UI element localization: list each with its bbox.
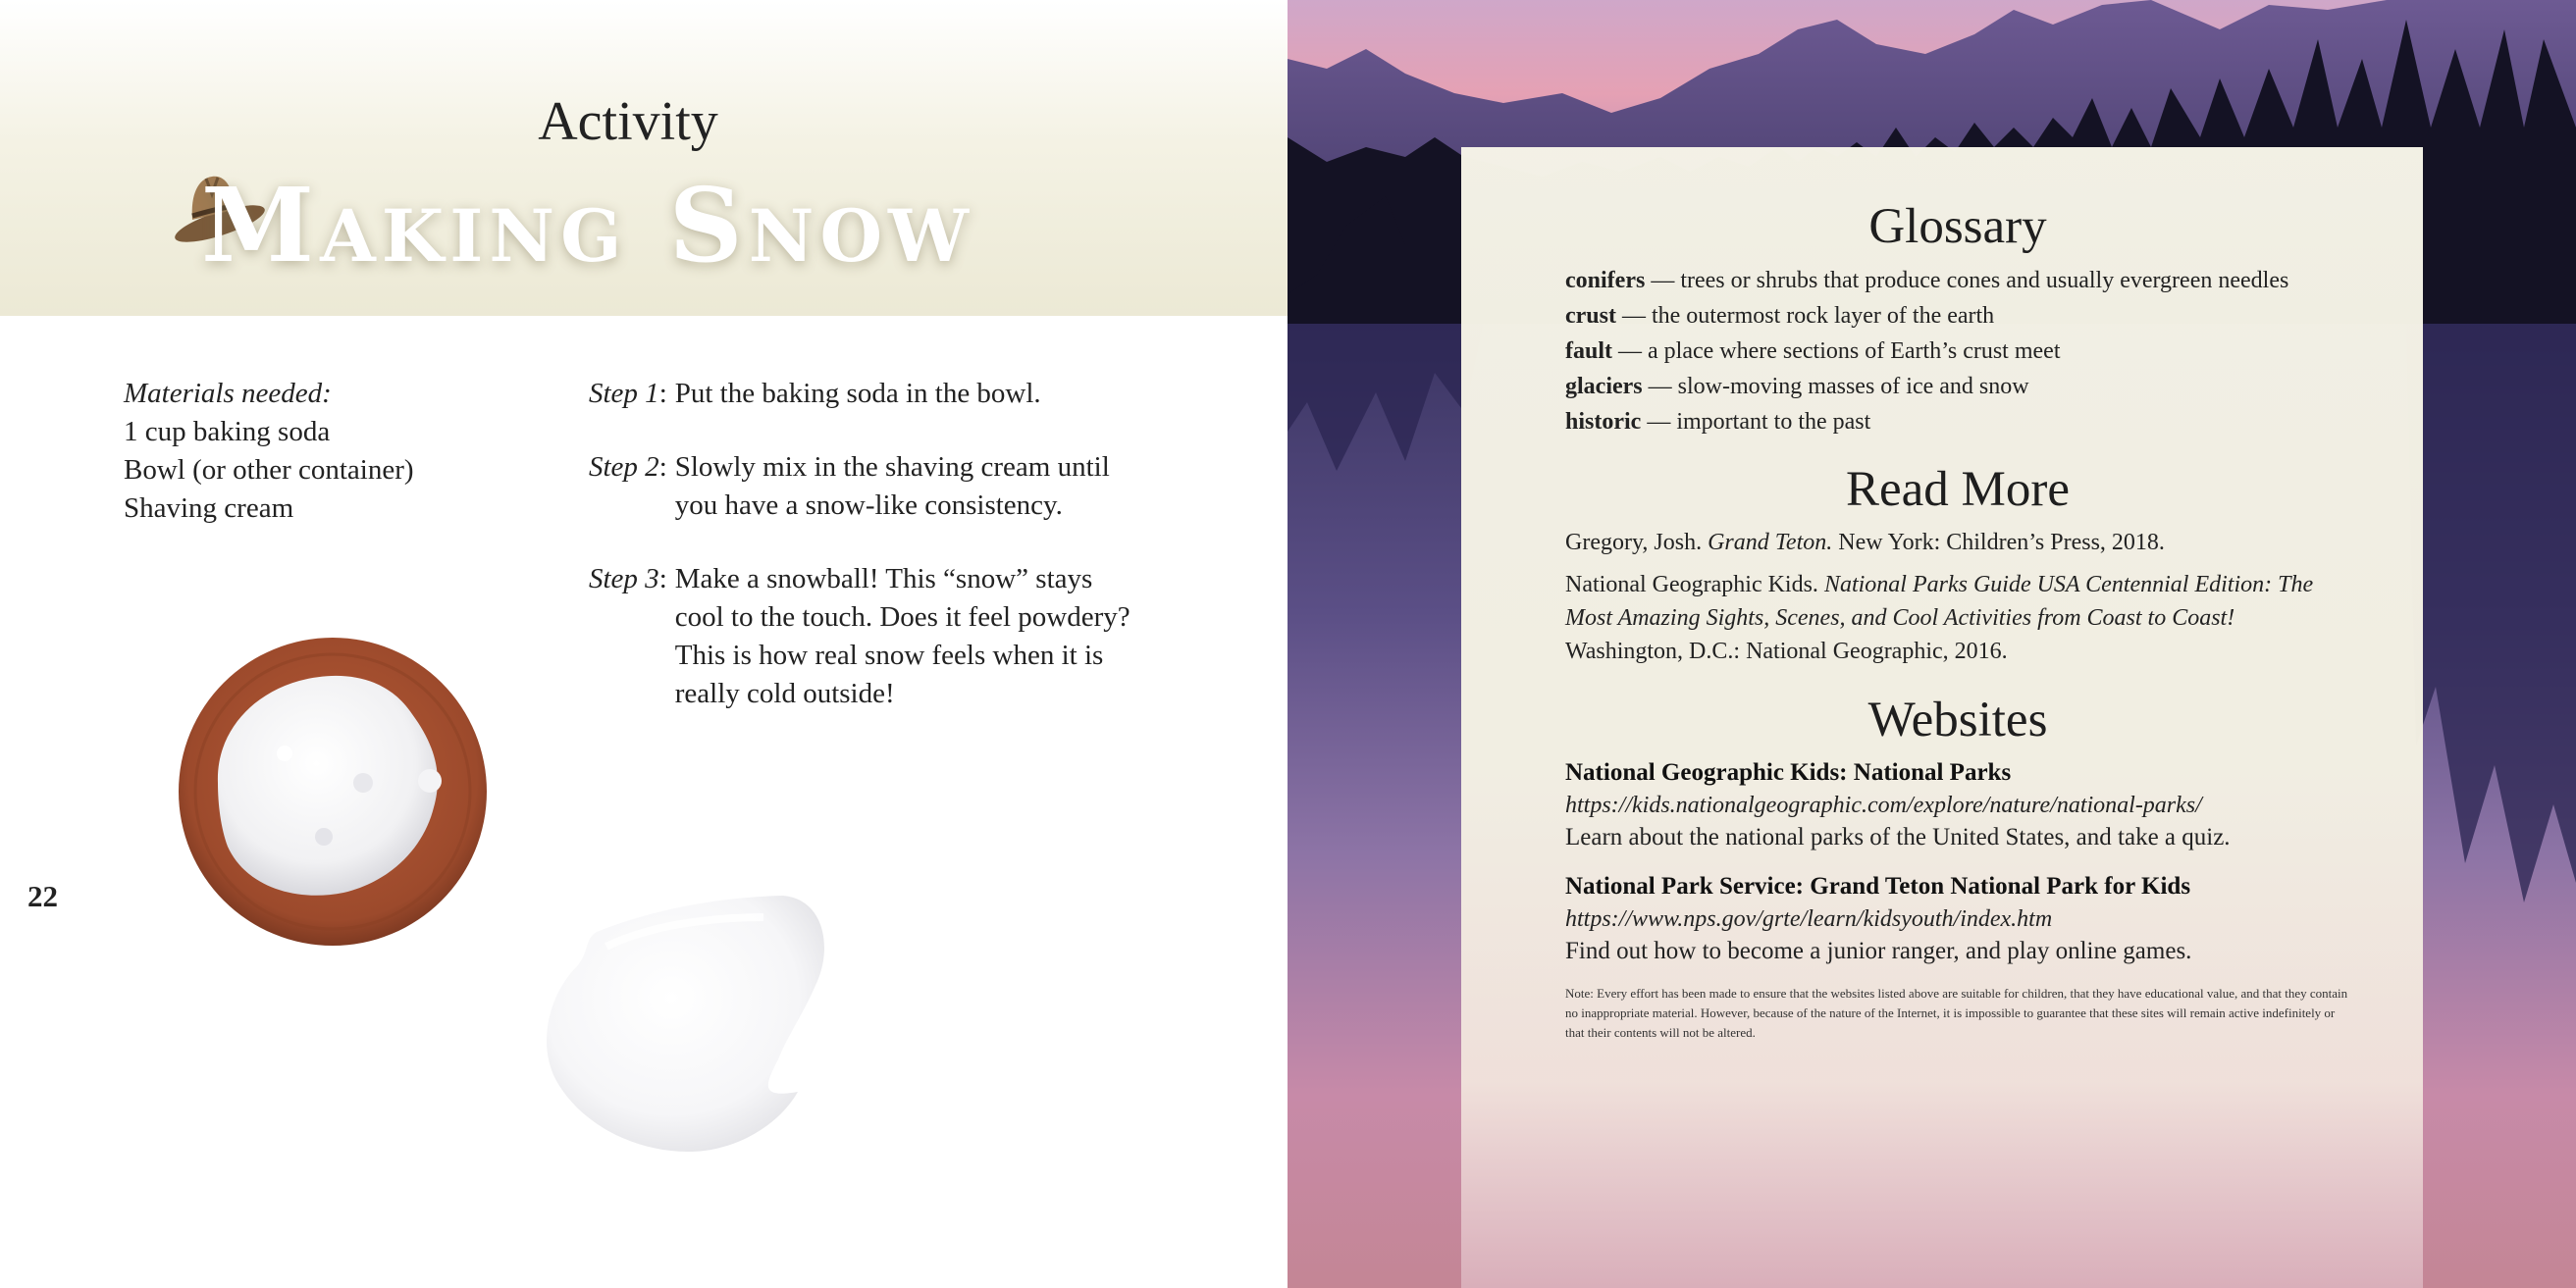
- glossary-definition: — the outermost rock layer of the earth: [1615, 303, 1995, 329]
- activity-title: Making Snow: [201, 165, 975, 285]
- book-title: Grand Teton.: [1708, 530, 1833, 555]
- glossary-list: [1565, 263, 2350, 439]
- book-publisher: Washington, D.C.: National Geographic, 2016.: [1565, 639, 2008, 664]
- baking-soda-bowl: [177, 636, 489, 948]
- book-citation: [1565, 526, 2350, 559]
- glossary-entry: [1565, 263, 2350, 298]
- step-text: Put the baking soda in the bowl.: [674, 378, 1041, 409]
- step-3: Step 3 : Make a snowball! This “snow” stays cool to the touch. Does it feel powdery? This is how real snow feels when it is really cold outside!: [589, 560, 1138, 713]
- website-description: Find out how to become a junior ranger, and play online games.: [1565, 938, 2192, 964]
- book-author: Gregory, Josh.: [1565, 530, 1709, 555]
- shaving-cream-dollop: [538, 888, 842, 1158]
- material-item: 1 cup baking soda: [124, 416, 331, 447]
- website-url[interactable]: https://www.nps.gov/grte/learn/kidsyouth/index.htm: [1565, 906, 2053, 932]
- activity-header: [0, 0, 1288, 316]
- websites-heading: Websites: [1867, 693, 2048, 747]
- steps-list: [589, 375, 1138, 748]
- glossary-entry: [1565, 369, 2350, 404]
- book-title: National Parks Guide USA Centennial Edition: The Most Amazing Sights, Scenes, and Cool Activities from Coast to Coast!: [1565, 572, 2314, 631]
- website-description: Learn about the national parks of the United States, and take a quiz.: [1565, 824, 2231, 850]
- glossary-term: conifers: [1565, 268, 1646, 293]
- glossary-definition: — slow-moving masses of ice and snow: [1642, 374, 2029, 399]
- read-more-heading: Read More: [1845, 462, 2070, 517]
- glossary-entry: [1565, 298, 2350, 334]
- material-item: Shaving cream: [124, 492, 294, 524]
- material-item: Bowl (or other container): [124, 454, 414, 486]
- glossary-definition: — trees or shrubs that produce cones and usually evergreen needles: [1645, 268, 2289, 293]
- website-url[interactable]: https://kids.nationalgeographic.com/explore/nature/national-parks/: [1565, 793, 2202, 818]
- activity-label: Activity: [538, 91, 718, 152]
- page-number: 22: [27, 879, 58, 913]
- glossary-term: fault: [1565, 338, 1612, 364]
- glossary-entry: [1565, 334, 2350, 369]
- step-2: Step 2 : Slowly mix in the shaving cream until you have a snow-like consistency.: [589, 448, 1138, 525]
- step-label: Step 1: [589, 378, 659, 409]
- book-publisher: New York: Children’s Press, 2018.: [1832, 530, 2165, 555]
- glossary-term: historic: [1565, 409, 1642, 435]
- website-entry: [1565, 870, 2350, 968]
- website-title: National Park Service: Grand Teton National Park for Kids: [1565, 873, 2191, 900]
- website-entry: [1565, 756, 2350, 854]
- glossary-definition: — important to the past: [1641, 409, 1871, 435]
- step-label: Step 2: [589, 451, 659, 483]
- book-citation: [1565, 568, 2350, 668]
- book-author: National Geographic Kids.: [1565, 572, 1824, 597]
- website-title: National Geographic Kids: National Parks: [1565, 759, 2012, 786]
- glossary-heading: Glossary: [1868, 199, 2047, 254]
- step-1: Step 1 : Put the baking soda in the bowl.: [589, 375, 1138, 413]
- glossary-term: glaciers: [1565, 374, 1643, 399]
- glossary-panel: [1461, 147, 2423, 1288]
- right-page: [1288, 0, 2576, 1288]
- step-text: Slowly mix in the shaving cream until you have a snow-like consistency.: [674, 451, 1110, 521]
- materials-heading: Materials needed:: [124, 378, 332, 409]
- step-text: Make a snowball! This “snow” stays cool to the touch. Does it feel powdery? This is how real snow feels when it is really cold outside!: [674, 563, 1130, 709]
- glossary-entry: [1565, 404, 2350, 439]
- glossary-term: crust: [1565, 303, 1616, 329]
- website-disclaimer-note: Note: Every effort has been made to ensure that the websites listed above are suitable for children, that they have educational value, and that they contain no inappropriate material. However, because of the nature of the Internet, it is impossible to guarantee that these sites will remain active indefinitely or that their contents will not be altered.: [1565, 986, 2348, 1040]
- glossary-definition: — a place where sections of Earth’s crust meet: [1612, 338, 2061, 364]
- materials-list: [124, 375, 536, 528]
- step-label: Step 3: [589, 563, 659, 594]
